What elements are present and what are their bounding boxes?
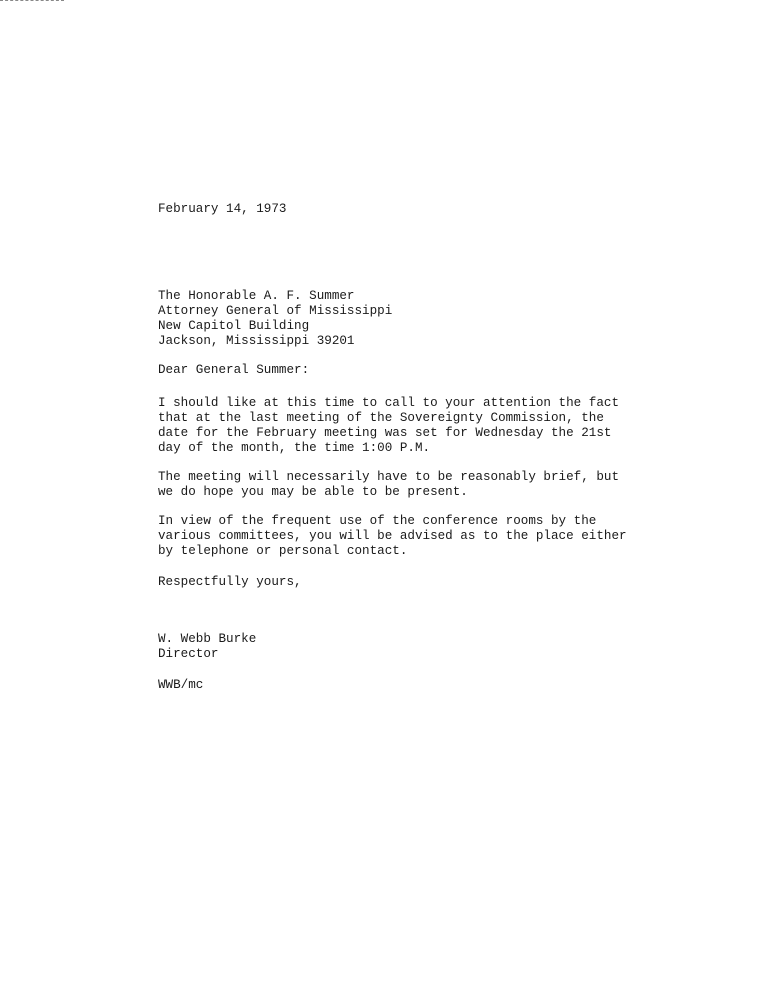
paragraph-3	[158, 514, 628, 559]
letter-date: February 14, 1973	[158, 202, 287, 216]
signer-name: W. Webb Burke	[158, 632, 257, 646]
paragraph-1	[158, 396, 628, 456]
paragraph-line: day of the month, the time 1:00 P.M.	[158, 441, 431, 455]
address-line: New Capitol Building	[158, 319, 310, 333]
paragraph-line: by telephone or personal contact.	[158, 544, 408, 558]
paragraph-line: The meeting will necessarily have to be reasonably brief, but	[158, 470, 620, 484]
address-line: Jackson, Mississippi 39201	[158, 334, 355, 348]
paragraph-2	[158, 470, 628, 500]
paragraph-line: that at the last meeting of the Sovereignty Commission, the	[158, 411, 604, 425]
address-line: Attorney General of Mississippi	[158, 304, 393, 318]
signer-title: Director	[158, 647, 219, 661]
closing: Respectfully yours,	[158, 575, 302, 589]
scan-corner-mark	[0, 0, 64, 3]
paragraph-line: I should like at this time to call to your attention the fact	[158, 396, 620, 410]
recipient-address	[158, 289, 392, 349]
paragraph-line: various committees, you will be advised as to the place either	[158, 529, 627, 543]
reference-initials: WWB/mc	[158, 678, 204, 692]
paragraph-line: we do hope you may be able to be present.	[158, 485, 468, 499]
address-line: The Honorable A. F. Summer	[158, 289, 355, 303]
signature-block	[158, 632, 256, 662]
paragraph-line: date for the February meeting was set for Wednesday the 21st	[158, 426, 612, 440]
paragraph-line: In view of the frequent use of the conference rooms by the	[158, 514, 597, 528]
salutation: Dear General Summer:	[158, 363, 310, 377]
